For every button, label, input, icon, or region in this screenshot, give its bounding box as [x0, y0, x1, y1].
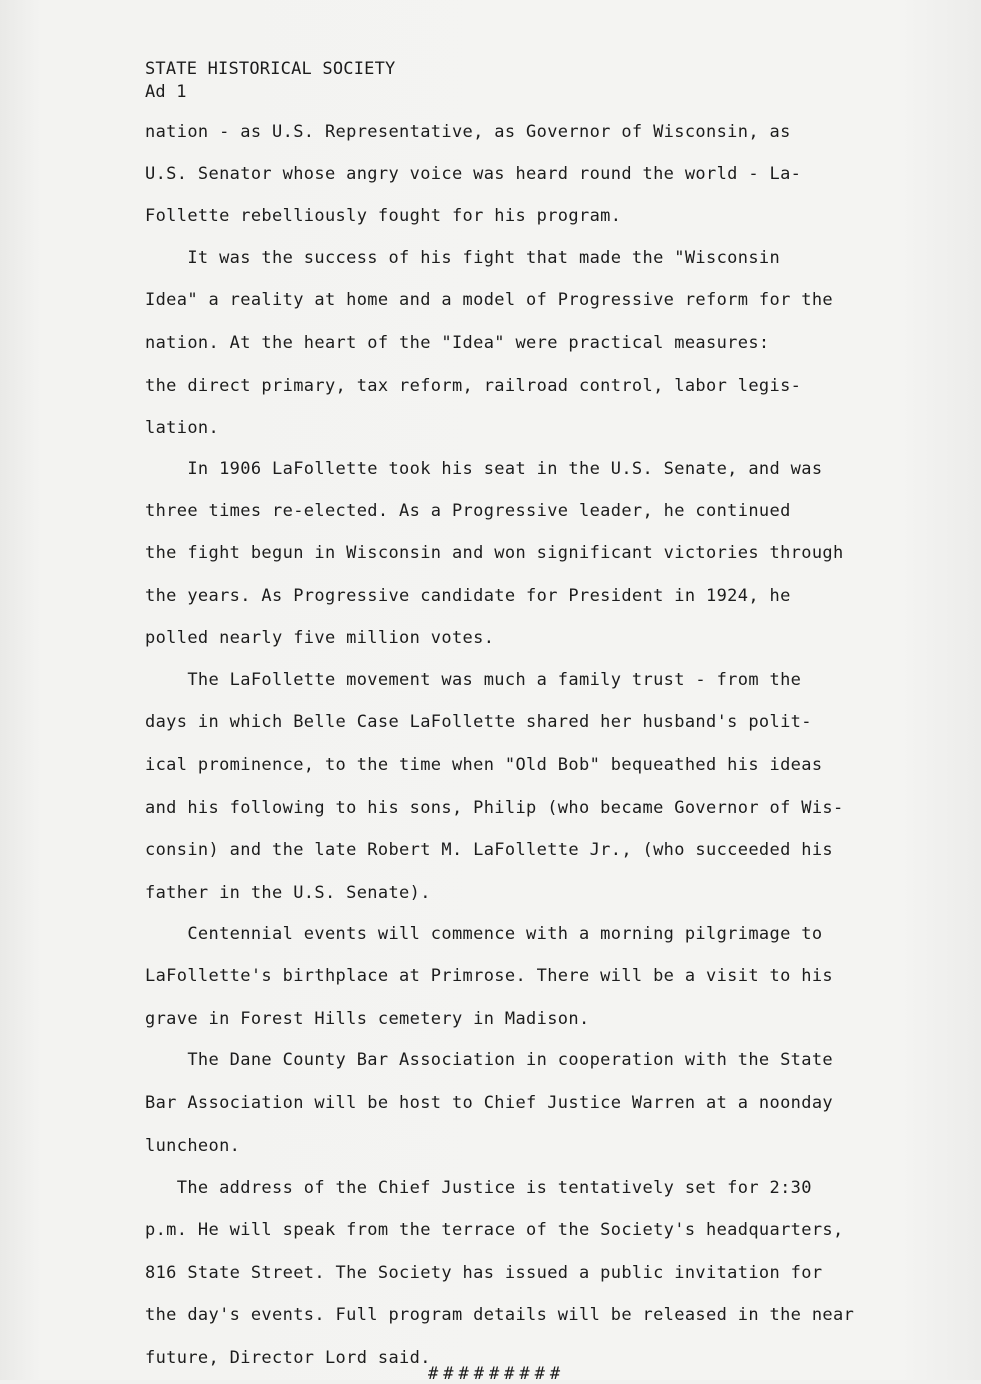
text-line: Centennial events will commence with a morning pilgrimage to — [145, 924, 823, 944]
text-line: father in the U.S. Senate). — [145, 883, 431, 903]
text-line: luncheon. — [145, 1136, 241, 1156]
text-line: polled nearly five million votes. — [145, 628, 495, 648]
text-line: The Dane County Bar Association in cooperation with the State — [145, 1050, 834, 1070]
text-line: the years. As Progressive candidate for President in 1924, he — [145, 586, 791, 606]
page-reference: Ad 1 — [145, 82, 187, 102]
text-line: Idea" a reality at home and a model of Progressive reform for the — [145, 290, 834, 310]
text-line: the day's events. Full program details will be released in the near — [145, 1305, 855, 1325]
text-line: future, Director Lord said. — [145, 1348, 431, 1368]
text-line: days in which Belle Case LaFollette shared her husband's polit- — [145, 712, 812, 732]
text-line: consin) and the late Robert M. LaFollette Jr., (who succeeded his — [145, 840, 834, 860]
text-line: three times re-elected. As a Progressive leader, he continued — [145, 501, 791, 521]
text-line: In 1906 LaFollette took his seat in the U.S. Senate, and was — [145, 459, 823, 479]
document-header — [145, 58, 395, 104]
text-line: the fight begun in Wisconsin and won significant victories through — [145, 543, 844, 563]
text-line: nation - as U.S. Representative, as Governor of Wisconsin, as — [145, 122, 791, 142]
text-line: and his following to his sons, Philip (who became Governor of Wis- — [145, 798, 844, 818]
text-line: LaFollette's birthplace at Primrose. There will be a visit to his — [145, 966, 834, 986]
text-line: p.m. He will speak from the terrace of the Society's headquarters, — [145, 1220, 844, 1240]
text-line: the direct primary, tax reform, railroad control, labor legis- — [145, 376, 802, 396]
end-of-release-marks: ######### — [428, 1364, 566, 1384]
text-line: grave in Forest Hills cemetery in Madison. — [145, 1009, 590, 1029]
text-line: It was the success of his fight that made the "Wisconsin — [145, 248, 781, 268]
text-line: Follette rebelliously fought for his program. — [145, 206, 622, 226]
text-line: Bar Association will be host to Chief Justice Warren at a noonday — [145, 1093, 834, 1113]
text-line: U.S. Senator whose angry voice was heard round the world - La- — [145, 164, 802, 184]
text-line: lation. — [145, 418, 220, 438]
text-line: nation. At the heart of the "Idea" were practical measures: — [145, 333, 770, 353]
text-line: ical prominence, to the time when "Old Bob" bequeathed his ideas — [145, 755, 823, 775]
text-line: 816 State Street. The Society has issued a public invitation for — [145, 1263, 823, 1283]
text-line: The address of the Chief Justice is tentatively set for 2:30 — [145, 1178, 812, 1198]
organization-name: STATE HISTORICAL SOCIETY — [145, 59, 396, 79]
text-line: The LaFollette movement was much a family trust - from the — [145, 670, 802, 690]
